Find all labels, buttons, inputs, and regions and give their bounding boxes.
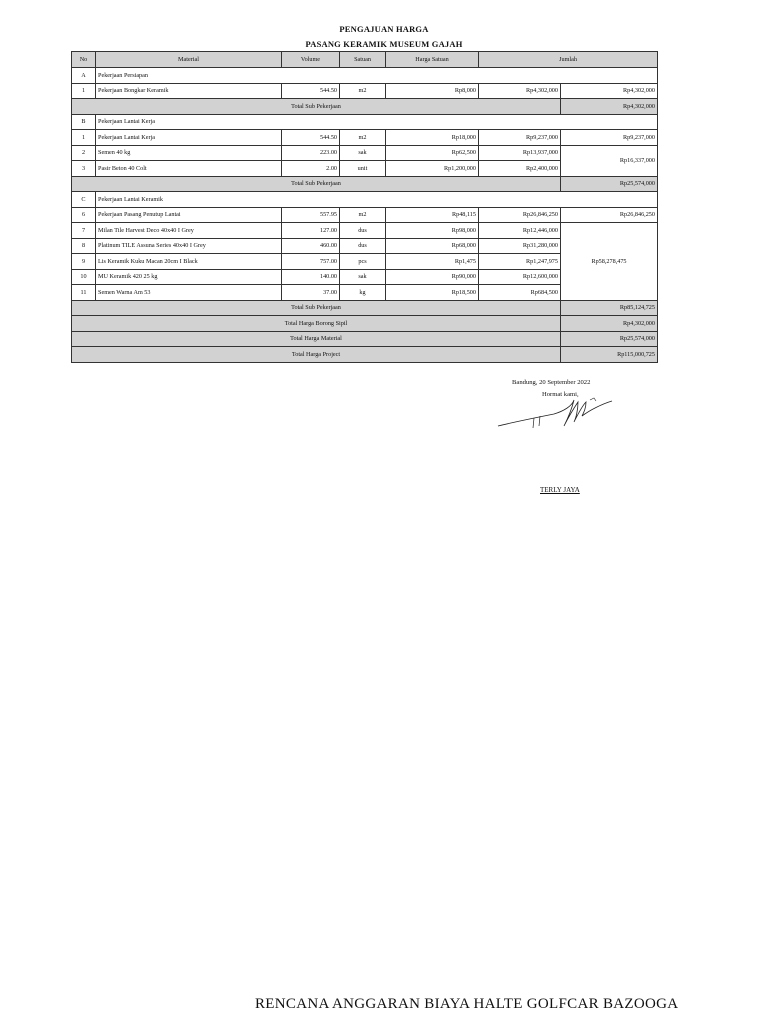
summary-label: Total Harga Borong Sipil: [72, 316, 561, 332]
column-header-harga-satuan: Harga Satuan: [386, 52, 479, 68]
section-header-row: [72, 68, 658, 84]
cell-satuan: m2: [340, 130, 386, 146]
cell-material: MU Keramik 420 25 kg: [96, 269, 282, 285]
cell-material: Semen Warna Am 53: [96, 285, 282, 301]
cell-jumlah: Rp12,446,000: [479, 223, 561, 239]
cell-jumlah: Rp684,500: [479, 285, 561, 301]
column-header-satuan: Satuan: [340, 52, 386, 68]
table-row: [72, 83, 658, 99]
column-header-jumlah: Jumlah: [479, 52, 658, 68]
place-date: Bandung, 20 September 2022: [512, 379, 591, 386]
table-row: [72, 207, 658, 223]
cell-harga: Rp68,000: [386, 238, 479, 254]
cell-volume: 757.00: [282, 254, 340, 270]
cell-material: Lis Keramik Kuku Macan 20cm I Black: [96, 254, 282, 270]
handwritten-signature: [494, 396, 614, 432]
cell-jumlah: Rp4,302,000: [479, 83, 561, 99]
document-title: PENGAJUAN HARGA: [339, 24, 429, 34]
subtotal-row: [72, 300, 658, 316]
subtotal-label: Total Sub Pekerjaan: [72, 176, 561, 192]
regards-text: Hormat kami,: [542, 391, 579, 398]
cell-harga: Rp48,115: [386, 207, 479, 223]
cell-material: Semen 40 kg: [96, 145, 282, 161]
cell-material: Platinum TILE Assuna Series 40x40 I Grey: [96, 238, 282, 254]
subtotal-label: Total Sub Pekerjaan: [72, 300, 561, 316]
subtotal-value: Rp25,574,000: [561, 176, 658, 192]
cell-group-total: Rp9,237,000: [561, 130, 658, 146]
cell-material: Milan Tile Harvest Deco 40x40 I Grey: [96, 223, 282, 239]
cell-no: 8: [72, 238, 96, 254]
summary-label: Total Harga Material: [72, 331, 561, 347]
subtotal-row: [72, 99, 658, 115]
cell-no: 9: [72, 254, 96, 270]
cell-jumlah: Rp2,400,000: [479, 161, 561, 177]
subtotal-value: Rp85,124,725: [561, 300, 658, 316]
summary-row: [72, 347, 658, 363]
cell-group-total: Rp4,302,000: [561, 83, 658, 99]
cell-no: 2: [72, 145, 96, 161]
section-code: A: [72, 68, 96, 84]
cell-satuan: sak: [340, 145, 386, 161]
section-header-row: [72, 114, 658, 130]
cell-jumlah: Rp13,937,000: [479, 145, 561, 161]
cell-jumlah: Rp26,846,250: [479, 207, 561, 223]
cell-satuan: pcs: [340, 254, 386, 270]
cell-material: Pasir Beton 40 Colt: [96, 161, 282, 177]
cell-jumlah: Rp1,247,975: [479, 254, 561, 270]
cell-no: 3: [72, 161, 96, 177]
cell-jumlah: Rp31,280,000: [479, 238, 561, 254]
cell-jumlah: Rp12,600,000: [479, 269, 561, 285]
cell-jumlah: Rp9,237,000: [479, 130, 561, 146]
cell-harga: Rp1,200,000: [386, 161, 479, 177]
table-row: [72, 145, 658, 161]
summary-label: Total Harga Project: [72, 347, 561, 363]
cell-harga: Rp98,000: [386, 223, 479, 239]
cell-volume: 544.50: [282, 83, 340, 99]
subtotal-row: [72, 176, 658, 192]
section-name: Pekerjaan Lantai Kerja: [96, 114, 658, 130]
column-header-volume: Volume: [282, 52, 340, 68]
summary-value: Rp25,574,000: [561, 331, 658, 347]
section-code: C: [72, 192, 96, 208]
table-row: [72, 130, 658, 146]
cell-satuan: dus: [340, 223, 386, 239]
cell-harga: Rp8,000: [386, 83, 479, 99]
cell-no: 6: [72, 207, 96, 223]
cell-harga: Rp90,000: [386, 269, 479, 285]
table-header-row: [72, 52, 658, 68]
subtotal-label: Total Sub Pekerjaan: [72, 99, 561, 115]
summary-value: Rp4,302,000: [561, 316, 658, 332]
table-row: [72, 223, 658, 239]
subtotal-value: Rp4,302,000: [561, 99, 658, 115]
summary-row: [72, 316, 658, 332]
cell-no: 11: [72, 285, 96, 301]
column-header-material: Material: [96, 52, 282, 68]
price-table: [71, 51, 658, 363]
cell-harga: Rp1,475: [386, 254, 479, 270]
cell-harga: Rp18,500: [386, 285, 479, 301]
section-header-row: [72, 192, 658, 208]
cell-volume: 460.00: [282, 238, 340, 254]
section-code: B: [72, 114, 96, 130]
cell-harga: Rp62,500: [386, 145, 479, 161]
cell-volume: 2.00: [282, 161, 340, 177]
cell-group-total: Rp58,278,475: [561, 223, 658, 301]
cell-harga: Rp18,000: [386, 130, 479, 146]
footer-heading: RENCANA ANGGARAN BIAYA HALTE GOLFCAR BAZOOGA: [255, 996, 679, 1012]
cell-volume: 544.50: [282, 130, 340, 146]
cell-volume: 140.00: [282, 269, 340, 285]
section-name: Pekerjaan Lantai Keramik: [96, 192, 658, 208]
document-subtitle: PASANG KERAMIK MUSEUM GAJAH: [305, 39, 463, 49]
cell-satuan: sak: [340, 269, 386, 285]
cell-material: Pekerjaan Pasang Penutup Lantai: [96, 207, 282, 223]
cell-group-total: Rp26,846,250: [561, 207, 658, 223]
summary-row: [72, 331, 658, 347]
cell-material: Pekerjaan Lantai Kerja: [96, 130, 282, 146]
cell-no: 7: [72, 223, 96, 239]
section-name: Pekerjaan Persiapan: [96, 68, 658, 84]
cell-material: Pekerjaan Bongkar Keramik: [96, 83, 282, 99]
cell-no: 1: [72, 130, 96, 146]
column-header-no: No: [72, 52, 96, 68]
cell-satuan: dus: [340, 238, 386, 254]
summary-value: Rp115,000,725: [561, 347, 658, 363]
cell-volume: 223.00: [282, 145, 340, 161]
cell-no: 1: [72, 83, 96, 99]
cell-satuan: m2: [340, 83, 386, 99]
cell-satuan: m2: [340, 207, 386, 223]
cell-volume: 37.00: [282, 285, 340, 301]
cell-satuan: kg: [340, 285, 386, 301]
signer-name: TERLY JAYA: [540, 486, 580, 494]
cell-group-total: Rp16,337,000: [561, 145, 658, 176]
cell-volume: 127.00: [282, 223, 340, 239]
cell-no: 10: [72, 269, 96, 285]
cell-volume: 557.95: [282, 207, 340, 223]
cell-satuan: unit: [340, 161, 386, 177]
